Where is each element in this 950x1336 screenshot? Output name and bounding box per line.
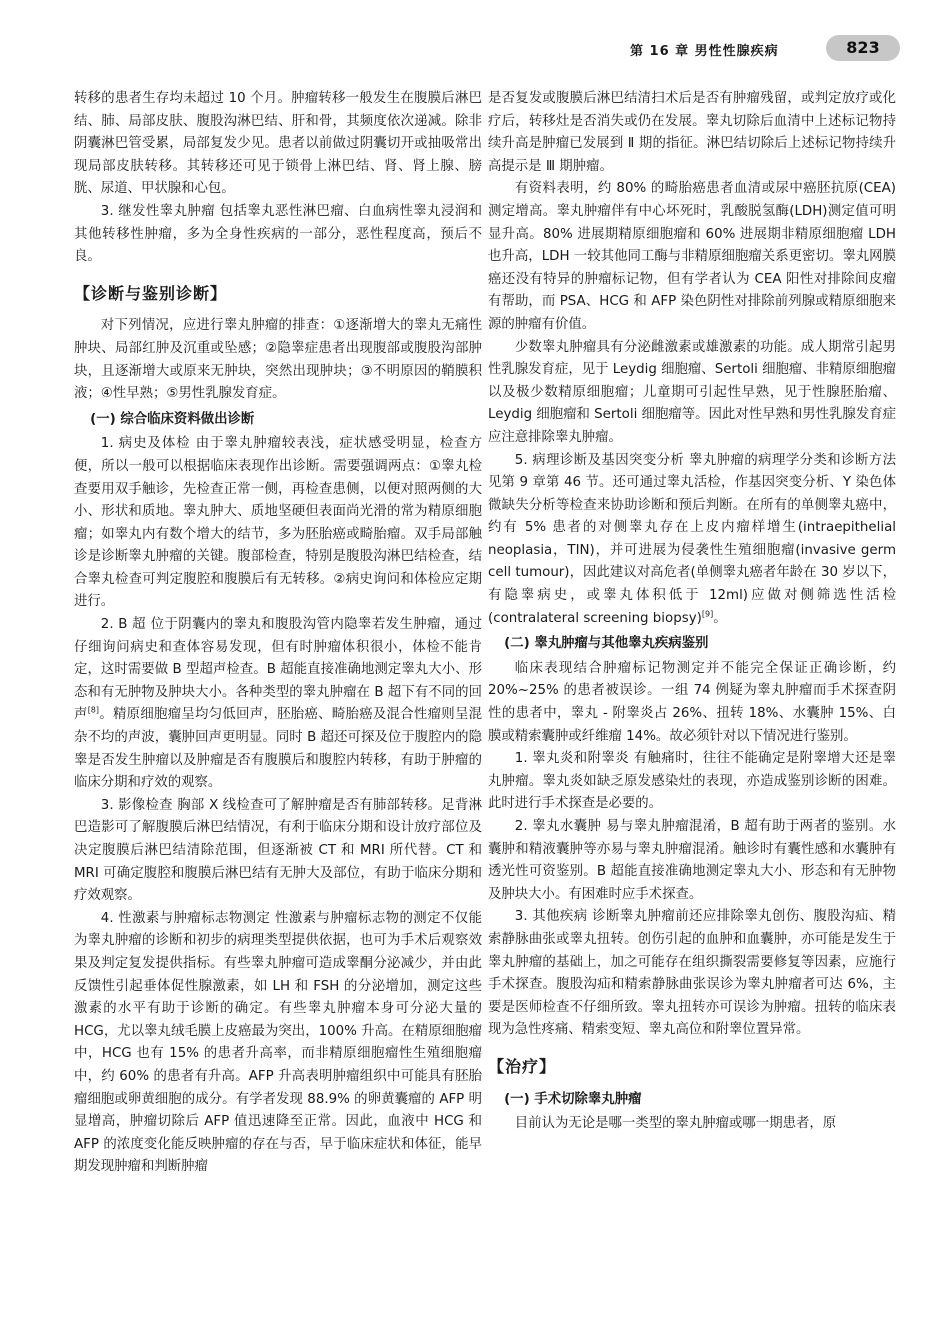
citation: [8]: [87, 705, 100, 715]
page-number: 823: [826, 35, 900, 61]
paragraph-text: 5. 病理诊断及基因突变分析 睾丸肿瘤的病理学分类和诊断方法见第 9 章第 46 节。还可通过睾丸活检，作基因突变分析、Y 染色体微缺失分析等检查来协助诊断和预后判断。在所有的单侧睾丸癌中，约有 5% 患者的对侧睾丸存在上皮内瘤样增生(intraepithelial neoplasia，TIN)，并可进展为侵袭性生殖细胞瘤(invasive germ cell tumour)，因此建议对高危者(单侧睾丸癌者年龄在 30 岁以下，有隐睾病史，或睾丸体积低于 12ml)应做对侧筛选性活检(contralateral screening biopsy): [488, 452, 896, 626]
paragraph: 少数睾丸肿瘤具有分泌雌激素或雄激素的功能。成人期常引起男性乳腺发育症，见于 Leydig 细胞瘤、Sertoli 细胞瘤、非精原细胞瘤以及极少数精原细胞瘤；儿童期可引起性早熟，见于性腺胚胎瘤、Leydig 细胞瘤和 Sertoli 细胞瘤等。因此对性早熟和男性乳腺发育症应注意排除睾丸肿瘤。: [488, 339, 896, 445]
paragraph-text: 。精原细胞瘤呈均匀低回声，胚胎癌、畸胎癌及混合性瘤则呈混杂不均的声波，囊肿回声更明显。同时 B 超还可探及位于腹腔内的隐睾是否发生肿瘤以及肿瘤是否有腹膜后和腹腔内转移，有助于肿瘤的临床分期和疗效的观察。: [74, 707, 483, 791]
paragraph: 2. 睾丸水囊肿 易与睾丸肿瘤混淆，B 超有助于两者的鉴别。水囊肿和精液囊肿等亦易与睾丸肿瘤混淆。触诊时有囊性感和水囊肿有透光性可资鉴别。B 超能直接准确地测定睾丸大小、形态和有无肿物及肿块大小。有困难时应手术探查。: [488, 819, 896, 902]
paragraph: 对下列情况，应进行睾丸肿瘤的排查：①逐渐增大的睾丸无痛性肿块、局部红肿及沉重或坠感；②隐睾症患者出现腹部或腹股沟部肿块，且逐渐增大或原来无肿块，突然出现肿块；③不明原因的鞘膜积液；④性早熟；⑤男性乳腺发育症。: [74, 318, 482, 402]
paragraph: 是否复发或腹膜后淋巴结清扫术后是否有肿瘤残留，或判定放疗或化疗后，转移灶是否消失或仍在发展。睾丸切除后血清中上述标记物持续升高是肿瘤已发展到 Ⅱ 期的指征。淋巴结切除后上述标记物持续升高提示是 Ⅲ 期肿瘤。: [488, 91, 896, 174]
paragraph: [74, 614, 482, 795]
paragraph: 3. 影像检查 胸部 X 线检查可了解肿瘤是否有肺部转移。足背淋巴造影可了解腹膜后淋巴结情况，有利于临床分期和设计放疗部位及决定腹膜后淋巴结清除范围，但逐渐被 CT 和 MRI 所代替。CT 和 MRI 可确定腹腔和腹膜后淋巴结有无肿大及部位，有助于临床分期和疗效观察。: [74, 797, 482, 904]
paragraph: 1. 病史及体检 由于睾丸肿瘤较表浅，症状感受明显，检查方便，所以一般可以根据临床表现作出诊断。需要强调两点：①睾丸检查要用双手触诊，先检查正常一侧，再检查患侧，以便对照两侧的大小、形状和质地。睾丸肿大、质地坚硬但表面尚光滑的常为精原细胞瘤；如睾丸内有数个增大的结节，多为胚胎癌或畸胎瘤。双手局部触诊是诊断睾丸肿瘤的关键。腹部检查，特别是腹股沟淋巴结检查，结合睾丸检查可判定腹腔和腹膜后有无转移。②病史询问和体检应定期进行。: [74, 436, 482, 610]
paragraph: 有资料表明，约 80% 的畸胎癌患者血清或尿中癌胚抗原(CEA)测定增高。睾丸肿瘤伴有中心坏死时，乳酸脱氢酶(LDH)测定值可明显升高。80% 进展期精原细胞瘤和 60% 进展期非精原细胞瘤 LDH 也升高，LDH 一较其他同工酶与非精原细胞瘤关系更密切。睾丸网膜癌还没有特异的肿瘤标记物，但有学者认为 CEA 阳性对排除间皮瘤有帮助，而 PSA、HCG 和 AFP 染色阴性对排除前列腺或精原细胞来源的肿瘤有价值。: [488, 181, 896, 332]
citation: [9]: [701, 609, 714, 619]
left-column: [74, 88, 482, 1179]
page-header: [600, 38, 900, 70]
subsection-heading: (二) 睾丸肿瘤与其他睾丸疾病鉴别: [504, 636, 709, 652]
paragraph: 临床表现结合肿瘤标记物测定并不能完全保证正确诊断，约 20%~25% 的患者被误诊。一组 74 例疑为睾丸肿瘤而手术探查阴性的患者中，睾丸 - 附睾炎占 26%、扭转 18%、水囊肿 15%、白膜或精索囊肿或纤维瘤 14%。故必须针对以下情况进行鉴别。: [488, 660, 896, 744]
subsection-heading: (一) 手术切除睾丸肿瘤: [504, 1091, 642, 1107]
paragraph: 3. 继发性睾丸肿瘤 包括睾丸恶性淋巴瘤、白血病性睾丸浸润和其他转移性肿瘤，多为全身性疾病的一部分，恶性程度高，预后不良。: [74, 203, 482, 265]
subsection-heading: (一) 综合临床资料做出诊断: [90, 411, 255, 427]
paragraph: 4. 性激素与肿瘤标志物测定 性激素与肿瘤标志物的测定不仅能为睾丸肿瘤的诊断和初步的病理类型提供依据，也可为手术后观察效果及判定复发提供指标。有些睾丸肿瘤可造成睾酮分泌减少，并由此反馈性引起垂体促性腺激素，如 LH 和 FSH 的分泌增加，测定这些激素的水平有助于诊断的确定。有些睾丸肿瘤本身可分泌大量的 HCG，尤以睾丸绒毛膜上皮癌最为突出，100% 升高。在精原细胞瘤中，HCG 也有 15% 的患者升高率，而非精原细胞瘤性生殖细胞瘤中，约 60% 的患者有升高。AFP 升高表明肿瘤组织中可能具有胚胎瘤细胞或卵黄细胞的成分。有学者发现 88.9% 的卵黄囊瘤的 AFP 明显增高，肿瘤切除后 AFP 值迅速降至正常。因此，血液中 HCG 和 AFP 的浓度变化能反映肿瘤的存在与否，早于临床症状和体征，能早期发现肿瘤和判断肿瘤: [74, 910, 482, 1175]
paragraph: 1. 睾丸炎和附睾炎 有触痛时，往往不能确定是附睾增大还是睾丸肿瘤。睾丸炎如缺乏原发感染灶的表现，亦造成鉴别诊断的困难。此时进行手术探查是必要的。: [488, 751, 896, 812]
paragraph: [488, 450, 896, 631]
paragraph: 3. 其他疾病 诊断睾丸肿瘤前还应排除睾丸创伤、腹股沟疝、精索静脉曲张或睾丸扭转。创伤引起的血肿和血囊肿，亦可能是发生于睾丸肿瘤的基础上，加之可能存在组织撕裂需要修复等因素，应施行手术探查。腹股沟疝和精索静脉曲张误诊为睾丸肿瘤者可达 6%，主要是医师检查不仔细所致。睾丸扭转亦可误诊为肿瘤。扭转的临床表现为急性疼痛、精索变短、睾丸高位和附睾位置异常。: [488, 909, 896, 1038]
section-heading-diagnosis: 【诊断与鉴别诊断】: [74, 283, 228, 303]
paragraph-text: 。: [713, 610, 727, 626]
paragraph-text: 2. B 超 位于阴囊内的睾丸和腹股沟管内隐睾若发生肿瘤，通过仔细询问病史和查体容易发现，但有时肿瘤体积很小，体检不能肯定，这时需要做 B 型超声检查。B 超能直接准确地测定睾丸大小、形态和有无肿物及肿块大小。各种类型的睾丸肿瘤在 B 超下有不同的回声: [74, 617, 482, 723]
section-heading-treatment: 【治疗】: [488, 1056, 557, 1076]
paragraph: 转移的患者生存均未超过 10 个月。肿瘤转移一般发生在腹膜后淋巴结、肺、局部皮肤、腹股沟淋巴结、肝和骨，其频度依次递减。除非阴囊淋巴管受累，局部复发少见。患者以前做过阴囊切开或抽吸常出现局部皮肤转移。其转移还可见于锁骨上淋巴结、肾、肾上腺、膀胱、尿道、甲状腺和心包。: [74, 91, 482, 197]
right-column: [488, 88, 896, 1136]
chapter-title: 第 16 章 男性性腺疾病: [630, 44, 779, 59]
paragraph: 目前认为无论是哪一类型的睾丸肿瘤或哪一期患者，原: [514, 1116, 837, 1132]
